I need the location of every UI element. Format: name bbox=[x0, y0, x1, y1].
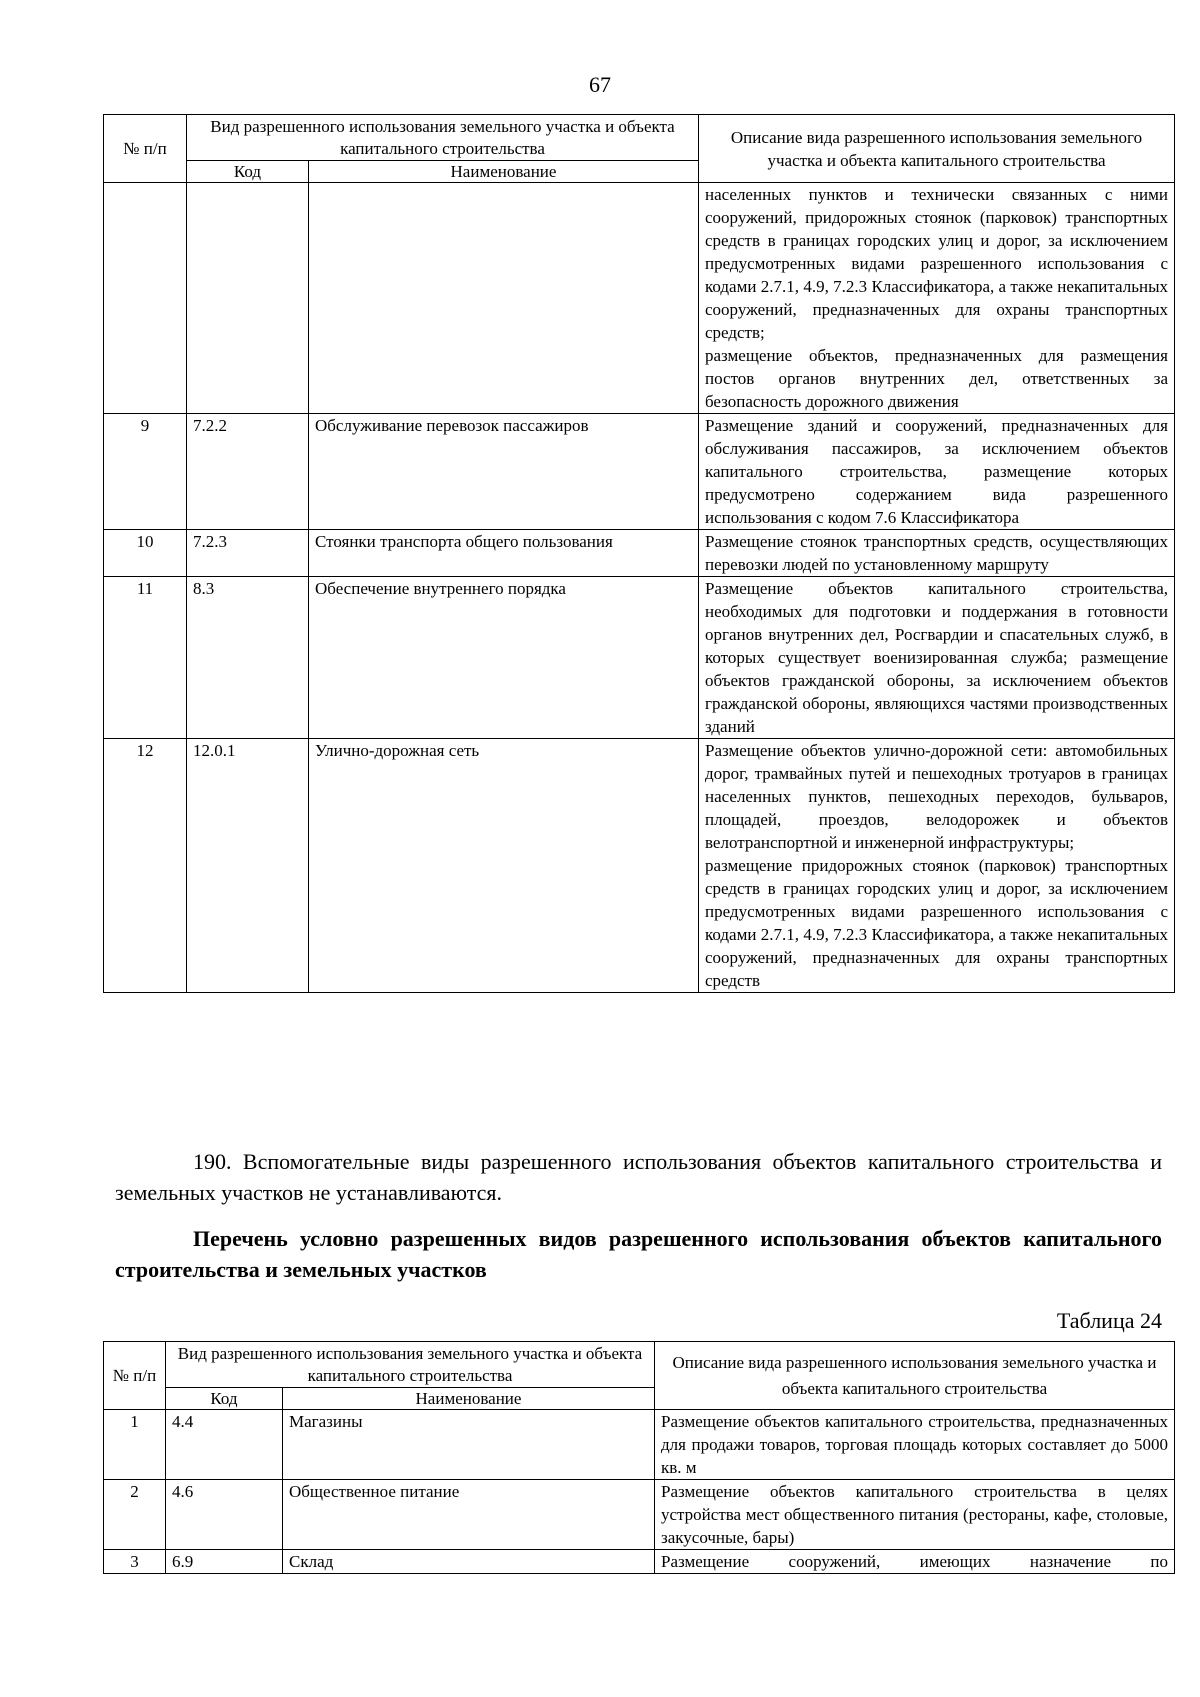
section-heading: Перечень условно разрешенных видов разрешенного использования объектов капитального строительства и земельных участков bbox=[115, 1226, 1162, 1282]
description-paragraph: Размещение зданий и сооружений, предназначенных для обслуживания пассажиров, за исключением объектов капитального строительства, размещение которых предусмотрено содержанием вида разрешенного использования с кодом 7.6 Классификатора bbox=[705, 416, 1168, 527]
row-code: 12.0.1 bbox=[187, 739, 309, 993]
description-paragraph: размещение придорожных стоянок (парковок) транспортных средств в границах городских улиц и дорог, за исключением предусмотренных видами разрешенного использования с кодами 2.7.1, 4.9, 7.2.3 Классификатора, а также некапитальных сооружений, предназначенных для охраны транспортных средств bbox=[705, 856, 1168, 990]
header-code: Код bbox=[166, 1388, 283, 1410]
header-num: № п/п bbox=[104, 115, 187, 183]
header-description: Описание вида разрешенного использования земельного участка и объекта капитального строительства bbox=[699, 115, 1175, 183]
conditional-use-table bbox=[103, 1341, 1175, 1574]
description-paragraph: Размещение стоянок транспортных средств, осуществляющих перевозки людей по установленному маршруту bbox=[705, 532, 1168, 574]
header-use-group: Вид разрешенного использования земельного участка и объекта капитального строительства bbox=[187, 115, 699, 161]
row-name bbox=[309, 183, 699, 414]
row-description bbox=[699, 739, 1175, 993]
row-code: 6.9 bbox=[166, 1550, 283, 1574]
row-description: Размещение сооружений, имеющих назначение по bbox=[655, 1550, 1175, 1574]
header-num: № п/п bbox=[104, 1342, 166, 1410]
row-num: 10 bbox=[104, 530, 187, 577]
row-name: Общественное питание bbox=[283, 1480, 655, 1550]
table-row bbox=[104, 739, 1175, 993]
row-num: 11 bbox=[104, 577, 187, 739]
row-code: 4.4 bbox=[166, 1410, 283, 1480]
row-name: Улично-дорожная сеть bbox=[309, 739, 699, 993]
header-description: Описание вида разрешенного использования земельного участка и объекта капитального строительства bbox=[655, 1342, 1175, 1410]
row-description bbox=[699, 530, 1175, 577]
description-paragraph: населенных пунктов и технически связанных с ними сооружений, придорожных стоянок (парковок) транспортных средств в границах городских улиц и дорог, за исключением предусмотренных видами разрешенного использования с кодами 2.7.1, 4.9, 7.2.3 Классификатора, а также некапитальных сооружений, предназначенных для охраны транспортных средств; bbox=[705, 185, 1168, 342]
table-row bbox=[104, 577, 1175, 739]
table-caption: Таблица 24 bbox=[1056, 1308, 1162, 1333]
row-code: 7.2.3 bbox=[187, 530, 309, 577]
page-number: 67 bbox=[589, 72, 611, 97]
row-code bbox=[187, 183, 309, 414]
description-paragraph: Размещение объектов капитального строительства, необходимых для подготовки и поддержания в готовности органов внутренних дел, Росгвардии и спасательных служб, в которых существует военизированная служба; размещение объектов гражданской обороны, за исключением объектов гражданской обороны, являющихся частями производственных зданий bbox=[705, 579, 1168, 736]
row-description: Размещение объектов капитального строительства в целях устройства мест общественного питания (рестораны, кафе, столовые, закусочные, бары) bbox=[655, 1480, 1175, 1550]
row-name: Обеспечение внутреннего порядка bbox=[309, 577, 699, 739]
table-row bbox=[104, 1410, 1175, 1480]
row-num: 1 bbox=[104, 1410, 166, 1480]
row-num: 9 bbox=[104, 414, 187, 530]
table-row bbox=[104, 1550, 1175, 1574]
row-num: 2 bbox=[104, 1480, 166, 1550]
row-num: 12 bbox=[104, 739, 187, 993]
paragraph-190: 190. Вспомогательные виды разрешенного использования объектов капитального строительства и земельных участков не устанавливаются. bbox=[115, 1149, 1162, 1205]
row-name: Магазины bbox=[283, 1410, 655, 1480]
header-name: Наименование bbox=[309, 161, 699, 183]
row-name: Склад bbox=[283, 1550, 655, 1574]
row-code: 4.6 bbox=[166, 1480, 283, 1550]
row-num: 3 bbox=[104, 1550, 166, 1574]
description-paragraph: размещение объектов, предназначенных для размещения постов органов внутренних дел, ответственных за безопасность дорожного движения bbox=[705, 346, 1168, 411]
table-row bbox=[104, 1480, 1175, 1550]
table-row bbox=[104, 530, 1175, 577]
row-description bbox=[699, 183, 1175, 414]
row-name: Обслуживание перевозок пассажиров bbox=[309, 414, 699, 530]
row-num bbox=[104, 183, 187, 414]
row-description: Размещение объектов капитального строительства, предназначенных для продажи товаров, торговая площадь которых составляет до 5000 кв. м bbox=[655, 1410, 1175, 1480]
row-name: Стоянки транспорта общего пользования bbox=[309, 530, 699, 577]
table-row bbox=[104, 414, 1175, 530]
row-code: 8.3 bbox=[187, 577, 309, 739]
header-code: Код bbox=[187, 161, 309, 183]
row-description bbox=[699, 577, 1175, 739]
table-row bbox=[104, 183, 1175, 414]
description-paragraph: Размещение объектов улично-дорожной сети: автомобильных дорог, трамвайных путей и пешеходных тротуаров в границах населенных пунктов, пешеходных переходов, бульваров, площадей, проездов, велодорожек и объектов велотранспортной и инженерной инфраструктуры; bbox=[705, 741, 1168, 852]
header-use-group: Вид разрешенного использования земельного участка и объекта капитального строительства bbox=[166, 1342, 655, 1388]
header-name: Наименование bbox=[283, 1388, 655, 1410]
row-description bbox=[699, 414, 1175, 530]
land-use-table-main bbox=[103, 114, 1175, 993]
row-code: 7.2.2 bbox=[187, 414, 309, 530]
